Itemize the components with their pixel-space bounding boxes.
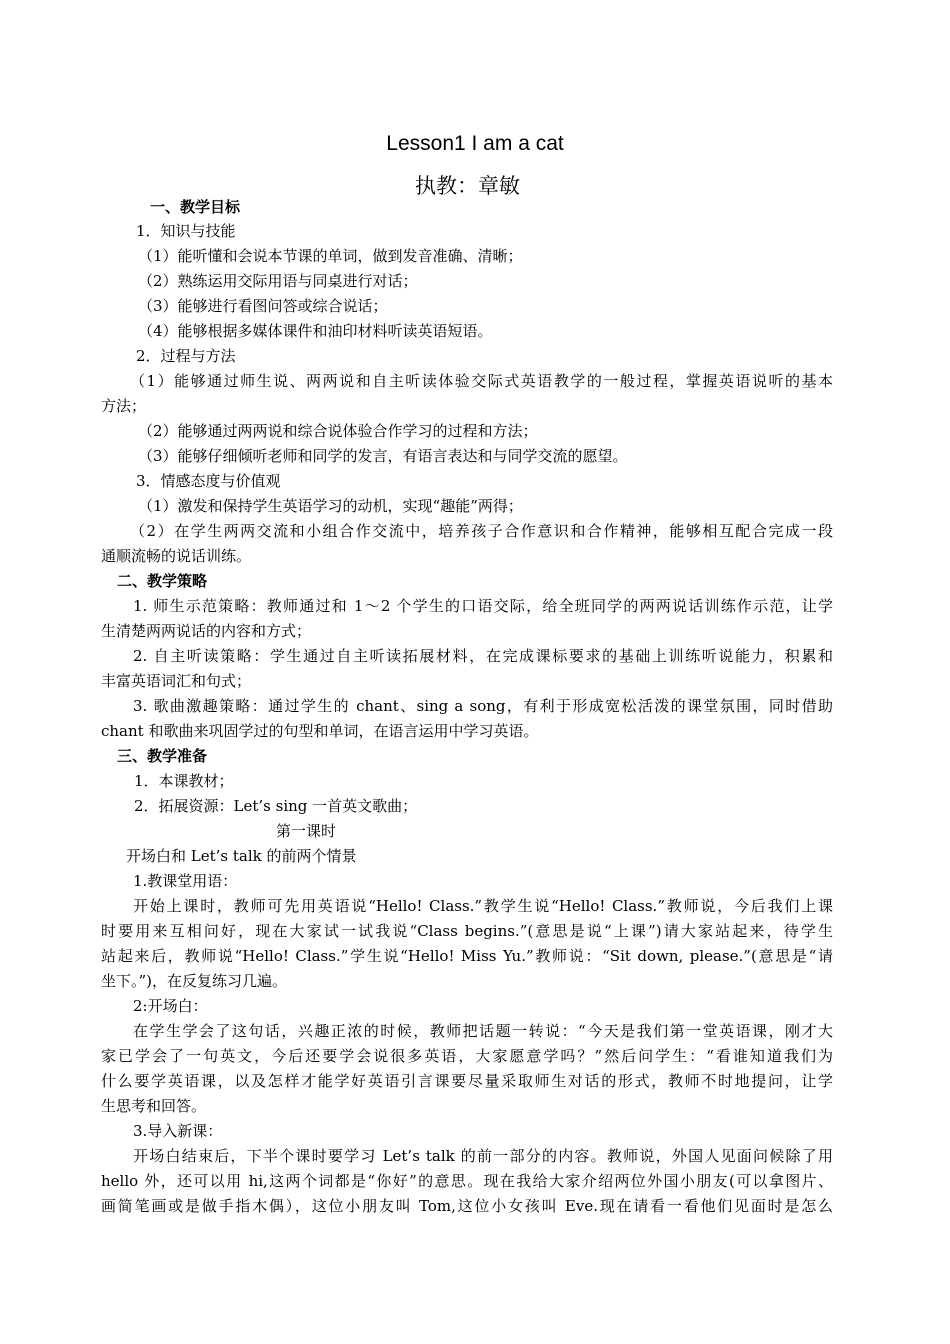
section-heading: 一、教学目标 — [150, 198, 241, 216]
text-line: 开场白结束后，下半个课时要学习 Let’s talk 的前一部分的内容。教师说，外国人见面问候除了用 — [133, 1147, 833, 1165]
text-line: 家已学会了一句英文，今后还要学会说很多英语，大家愿意学吗？”然后问学生：“看谁知道我们为 — [101, 1047, 833, 1065]
text-line: 2．拓展资源：Let’s sing 一首英文歌曲； — [134, 797, 418, 815]
text-line: 开始上课时，教师可先用英语说“Hello! Class.”教学生说“Hello! Class.”教师说，今后我们上课 — [133, 897, 833, 915]
text-line: 1．知识与技能 — [136, 222, 236, 240]
text-line: 时要用来互相问好，现在大家试一试我说“Class begins.”(意思是说“上课”)请大家站起来，待学生 — [101, 922, 833, 940]
text-line: 画简笔画或是做手指木偶），这位小朋友叫 Tom,这位小女孩叫 Eve.现在请看一看他们见面时是怎么 — [101, 1197, 833, 1215]
text-line: （3）能够进行看图问答或综合说话； — [138, 297, 388, 315]
text-line: 生思考和回答。 — [101, 1097, 207, 1115]
text-line: （4）能够根据多媒体课件和油印材料听读英语短语。 — [138, 322, 493, 340]
text-line: 3.导入新课： — [133, 1122, 223, 1140]
section-heading: 三、教学准备 — [117, 747, 208, 765]
text-line: 2. 自主听读策略：学生通过自主听读拓展材料，在完成课标要求的基础上训练听说能力，积累和 — [133, 647, 833, 665]
text-line: （2）能够通过两两说和综合说体验合作学习的过程和方法； — [138, 422, 538, 440]
section-heading: 二、教学策略 — [117, 572, 208, 590]
text-line: 什么要学英语课，以及怎样才能学好英语引言课要尽量采取师生对话的形式，教师不时地提问，让学 — [101, 1072, 833, 1090]
text-line: 生清楚两两说话的内容和方式； — [101, 622, 312, 640]
text-line: 方法； — [101, 397, 147, 415]
text-line: 坐下。”)，在反复练习几遍。 — [101, 972, 288, 990]
text-line: chant 和歌曲来巩固学过的句型和单词，在语言运用中学习英语。 — [101, 722, 539, 740]
text-line: 第一课时 — [276, 822, 337, 840]
text-line: 2．过程与方法 — [136, 347, 236, 365]
text-line: 在学生学会了这句话，兴趣正浓的时候，教师把话题一转说：“今天是我们第一堂英语课，刚才大 — [133, 1022, 833, 1040]
text-line: 3．情感态度与价值观 — [136, 472, 281, 490]
text-line: 开场白和 Let’s talk 的前两个情景 — [126, 847, 357, 865]
text-line: （1）能够通过师生说、两两说和自主听读体验交际式英语教学的一般过程，掌握英语说听的基本 — [130, 372, 833, 390]
text-line: hello 外，还可以用 hi,这两个词都是“你好”的意思。现在我给大家介绍两位外国小朋友(可以拿图片、 — [101, 1172, 833, 1190]
text-line: （1）激发和保持学生英语学习的动机，实现“趣能”两得； — [138, 497, 523, 515]
lesson-title: Lesson1 I am a cat — [386, 132, 564, 155]
lesson-author: 执教：章敏 — [415, 174, 520, 198]
text-line: 站起来后，教师说“Hello! Class.”学生说“Hello! Miss Yu.”教师说：“Sit down, please.”(意思是“请 — [101, 947, 833, 965]
text-line: 3. 歌曲激趣策略：通过学生的 chant、sing a song，有利于形成宽松活泼的课堂氛围，同时借助 — [133, 697, 833, 715]
text-line: 通顺流畅的说话训练。 — [101, 547, 252, 565]
text-line: （1）能听懂和会说本节课的单词，做到发音准确、清晰； — [138, 247, 523, 265]
text-line: （2）在学生两两交流和小组合作交流中，培养孩子合作意识和合作精神，能够相互配合完成一段 — [130, 522, 833, 540]
text-line: （2）熟练运用交际用语与同桌进行对话； — [138, 272, 418, 290]
text-line: 1.教课堂用语： — [133, 872, 238, 890]
text-line: 1. 师生示范策略：教师通过和 1～2 个学生的口语交际，给全班同学的两两说话训练作示范，让学 — [133, 597, 833, 615]
text-line: （3）能够仔细倾听老师和同学的发言，有语言表达和与同学交流的愿望。 — [138, 447, 628, 465]
text-line: 1．本课教材； — [134, 772, 234, 790]
text-line: 2:开场白： — [133, 997, 208, 1015]
text-line: 丰富英语词汇和句式； — [101, 672, 252, 690]
